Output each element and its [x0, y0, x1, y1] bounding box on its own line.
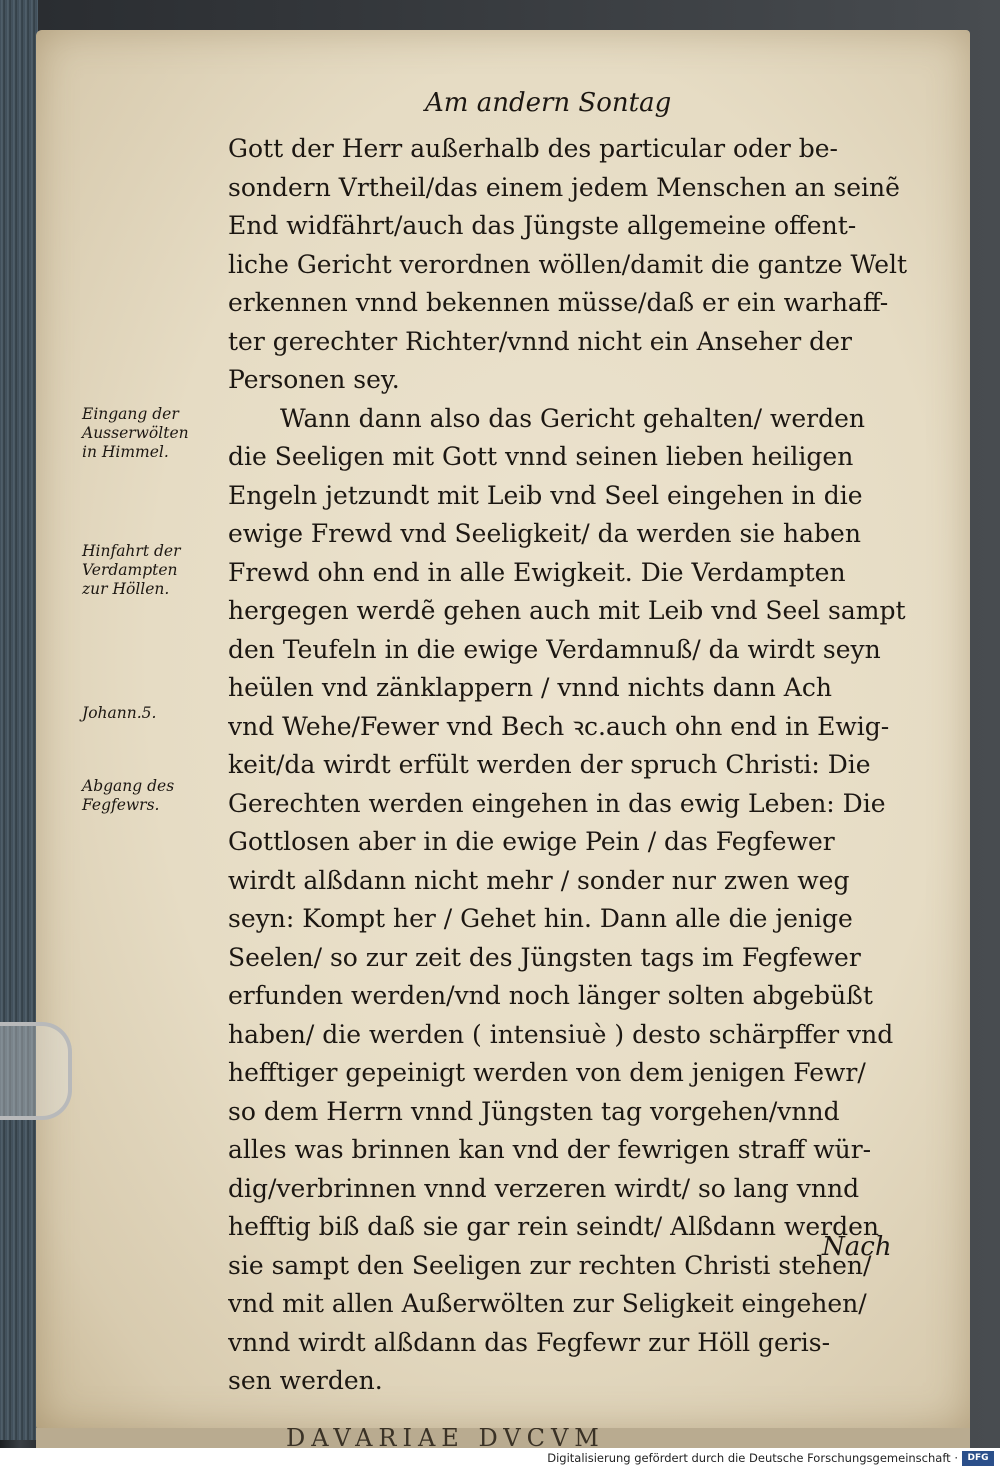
text-line: die Seeligen mit Gott vnnd seinen lieben heiligen — [228, 442, 854, 471]
text-line: liche Gericht verordnen wöllen/damit die gantze Welt — [228, 249, 908, 279]
margin-note-line: Eingang der — [82, 405, 179, 423]
margin-note — [82, 405, 189, 462]
margin-note-line: zur Höllen. — [82, 580, 170, 598]
running-head: Am andern Sontag — [425, 88, 672, 118]
text-line: Gott der Herr außerhalb des particular oder be- — [228, 134, 838, 163]
text-line: Personen sey. — [228, 365, 400, 394]
margin-note-line: Fegfewrs. — [82, 796, 160, 814]
text-line: Seelen/ so zur zeit des Jüngsten tags im Fegfewer — [228, 942, 861, 972]
margin-note-line: Abgang des — [82, 777, 175, 795]
text-line: Frewd ohn end in alle Ewigkeit. Die Verdampten — [228, 557, 846, 587]
text-line: wirdt alßdann nicht mehr / sonder nur zwen weg — [228, 865, 850, 895]
text-line: Gerechten werden eingehen in das ewig Leben: Die — [228, 788, 886, 818]
text-line: ewige Frewd vnd Seeligkeit/ da werden sie haben — [228, 519, 861, 548]
dfg-logo-icon[interactable]: DFG — [962, 1451, 994, 1466]
margin-note-line: Hinfahrt der — [82, 542, 181, 560]
text-line: seyn: Kompt her / Gehet hin. Dann alle die jenige — [228, 904, 853, 933]
text-line: sie sampt den Seeligen zur rechten Christi stehen/ — [228, 1250, 872, 1280]
margin-note — [82, 704, 156, 723]
text-line: vnnd wirdt alßdann das Fegfewr zur Höll geris- — [228, 1327, 831, 1357]
footer-bar — [0, 1448, 1000, 1471]
margin-note — [82, 777, 174, 815]
text-line: vnd mit allen Außerwölten zur Seligkeit eingehen/ — [228, 1289, 867, 1318]
paper-clip — [0, 1022, 72, 1120]
text-line: vnd Wehe/Fewer vnd Bech ꝛc.auch ohn end in Ewig- — [228, 711, 890, 741]
text-line: Engeln jetzundt mit Leib vnd Seel eingehen in die — [228, 480, 863, 510]
margin-note-line: Johann.5. — [82, 704, 157, 722]
text-line: hergegen werdẽ gehen auch mit Leib vnd Seel sampt — [228, 596, 906, 625]
text-line: haben/ die werden ( intensiuè ) desto schärpffer vnd — [228, 1019, 894, 1049]
text-line: heülen vnd zänklappern / vnnd nichts dann Ach — [228, 673, 832, 702]
text-line: erfunden werden/vnd noch länger solten abgebüßt — [228, 981, 873, 1010]
text-line: den Teufeln in die ewige Verdamnuß/ da wirdt seyn — [228, 634, 881, 664]
text-line: keit/da wirdt erfült werden der spruch Christi: Die — [228, 750, 871, 779]
text-line: sondern Vrtheil/das einem jedem Menschen an seinẽ — [228, 172, 900, 202]
body-text — [228, 130, 920, 1401]
margin-note-line: Verdampten — [82, 561, 178, 579]
text-line: sen werden. — [228, 1366, 383, 1395]
next-page-strip — [36, 1428, 970, 1448]
text-line: erkennen vnnd bekennen müsse/daß er ein warhaff- — [228, 288, 889, 317]
text-line: hefftiger gepeinigt werden von dem jenigen Fewr/ — [228, 1058, 866, 1087]
margin-note — [82, 542, 181, 599]
margin-note-line: Ausserwölten — [82, 424, 189, 442]
text-line: ter gerechter Richter/vnnd nicht ein Anseher der — [228, 326, 852, 356]
text-line: End widfährt/auch das Jüngste allgemeine offent- — [228, 211, 857, 240]
book-fore-edge — [0, 0, 38, 1440]
text-line: Wann dann also das Gericht gehalten/ werden — [280, 403, 866, 433]
footer-credit: Digitalisierung gefördert durch die Deutsche Forschungsgemeinschaft · — [547, 1451, 958, 1465]
bottom-signature: DAVARIAE DVCVM — [286, 1428, 605, 1448]
text-line: so dem Herrn vnnd Jüngsten tag vorgehen/vnnd — [228, 1096, 840, 1126]
catchword: Nach — [822, 1232, 892, 1262]
text-line: dig/verbrinnen vnnd verzeren wirdt/ so lang vnnd — [228, 1173, 860, 1203]
margin-note-line: in Himmel. — [82, 443, 169, 461]
text-line: alles was brinnen kan vnd der fewrigen straff wür- — [228, 1135, 872, 1164]
text-line: hefftig biß daß sie gar rein seindt/ Alßdann werden — [228, 1212, 880, 1241]
text-line: Gottlosen aber in die ewige Pein / das Fegfewer — [228, 827, 835, 856]
